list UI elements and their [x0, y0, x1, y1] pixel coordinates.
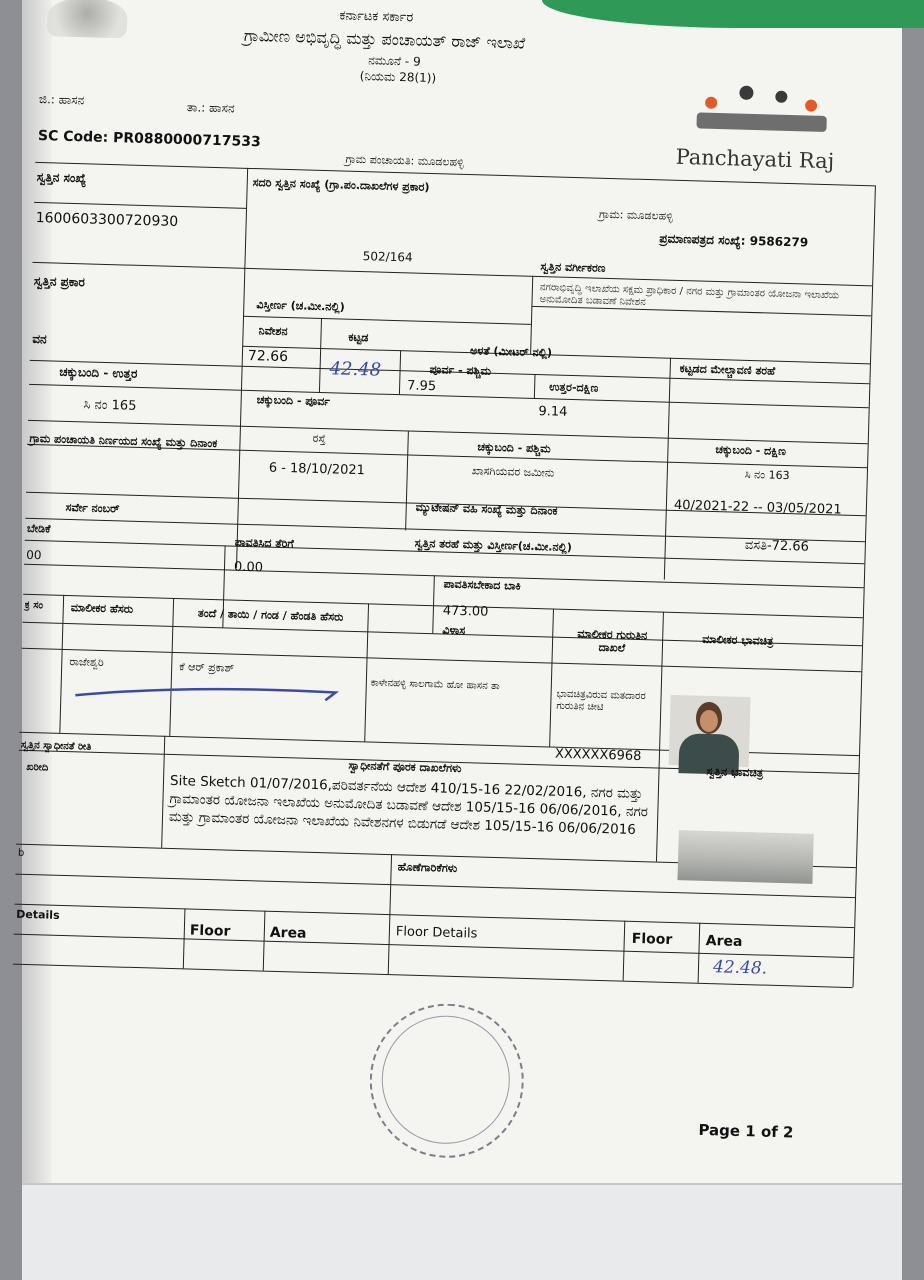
area-col-header-2: Area [705, 932, 743, 950]
north-south-value: 9.14 [538, 404, 568, 420]
taluk: ತಾ.: ಹಾಸನ [186, 100, 235, 116]
boundary-south-value: ಸಿ ನಂ 163 [744, 467, 790, 483]
site-area-value: 72.66 [247, 347, 289, 366]
building-label: ಕಟ್ಟಡ [348, 330, 369, 345]
page-number: Page 1 of 2 [698, 1120, 794, 1142]
tax-paid-label: ಪಾವತಿಸಿದ ತೆರಿಗೆ [234, 535, 294, 551]
property-photo-label: ಸ್ವತ್ತಿನ ಭಾವಚಿತ್ರ [706, 764, 764, 780]
dimensions-label: ಅಳತೆ (ಮೀಟರ್ ನಲ್ಲಿ) [469, 344, 553, 360]
boundary-east-value: ರಸ್ತೆ [312, 431, 326, 446]
floor-details-header: Floor Details [395, 924, 478, 942]
boundary-north-label: ಚಕ್ಕುಬಂದಿ - ಉತ್ತರ [59, 364, 138, 381]
property-id-value: 1600603300720930 [35, 209, 179, 230]
owner-address: ಕಾಳೇನಹಳ್ಳಿ ಸಾಲಗಾಮೆ ಹೋ ಹಾಸನ ತಾ [370, 677, 500, 693]
resolution-value: 6 - 18/10/2021 [268, 460, 366, 479]
possession-mode-label: ಸ್ವತ್ತಿನ ಸ್ವಾಧೀನತೆ ರೀತಿ [20, 739, 92, 753]
owner-name: ರಾಜೇಶ್ವರಿ [69, 655, 104, 670]
boundary-south-label: ಚಕ್ಕುಬಂದಿ - ದಕ್ಷಿಣ [715, 443, 787, 459]
north-south-label: ಉತ್ತರ-ದಕ್ಷಿಣ [548, 380, 599, 395]
floor-col-header: Floor [189, 922, 231, 940]
type-area-label: ಸ್ವತ್ತಿನ ತರಹೆ ಮತ್ತು ವಿಸ್ತೀರ್ಣ(ಚ.ಮೀ.ನಲ್ಲಿ) [414, 536, 573, 555]
boundary-north-value: ಸಿ ನಂ 165 [83, 397, 137, 414]
owner-id-document: ಭಾವಚಿತ್ರವಿರುವ ಮತದಾರರ ಗುರುತಿನ ಚೀಟಿ [556, 688, 646, 714]
supporting-docs-label: ಸ್ವಾಧೀನತೆಗೆ ಪೂರಕ ದಾಖಲೆಗಳು [348, 758, 462, 776]
property-site-photo [677, 830, 813, 884]
department-title: ಗ್ರಾಮೀಣ ಅಭಿವೃದ್ಧಿ ಮತ್ತು ಪಂಚಾಯತ್ ರಾಜ್ ಇಲಾಖೆ [243, 25, 526, 53]
area-handwritten: 42.48. [712, 957, 768, 979]
boundary-west-label: ಚಕ್ಕುಬಂದಿ - ಪಶ್ಚಿಮ [477, 440, 551, 456]
old-property-number: 502/164 [362, 249, 413, 265]
state-title: ಕರ್ನಾಟಕ ಸರ್ಕಾರ [339, 8, 414, 26]
tax-demand-value: 00 [26, 547, 42, 563]
classification-value: ನಗರಾಭಿವೃದ್ಧಿ ಇಲಾಖೆಯ ಸಕ್ಷಮ ಪ್ರಾಧಿಕಾರ / ನಗರ ಮತ್ತು ಗ್ರಾಮಾಂತರ ಯೋಜನಾ ಇಲಾಖೆಯ ಅನುಮೋದಿತ ಬಡಾವಣೆ ನಿವೇಶನ [539, 282, 840, 309]
ink-underline [70, 673, 341, 711]
form-number: ನಮೂನೆ - 9 [368, 53, 421, 69]
form-9-certificate [6, 0, 899, 1216]
panchayati-raj-text: Panchayati Raj [675, 144, 835, 174]
certificate-number: ಪ್ರಮಾಣಪತ್ರದ ಸಂಖ್ಯೆ: 9586279 [659, 231, 809, 250]
survey-number-label: ಸರ್ವೇ ನಂಬರ್ [65, 500, 120, 516]
owner-col-name: ಮಾಲೀಕರ ಹೆಸರು [70, 601, 134, 616]
boundary-west-value: ಖಾಸಗಿಯವರ ಜಮೀನು [471, 464, 555, 480]
old-property-number-label: ಸದರಿ ಸ್ವತ್ತಿನ ಸಂಖ್ಯೆ (ಗ್ರಾ.ಪಂ.ದಾಖಲೆಗಳ ಪ್ರಕಾರ) [252, 176, 430, 194]
tax-balance-value: 473.00 [442, 603, 489, 620]
area-col-header: Area [269, 924, 307, 942]
mutation-label: ಮ್ಯುಟೇಷನ್ ವಹಿ ಸಂಖ್ಯೆ ಮತ್ತು ದಿನಾಂಕ [415, 500, 558, 518]
row-label: ವನ [32, 331, 47, 347]
floor-details-label: Details [16, 907, 60, 922]
floor-col-header-2: Floor [631, 930, 673, 949]
site-label: ನಿವೇಶನ [258, 324, 288, 339]
resolution-label: ಗ್ರಾಮ ಪಂಚಾಯತಿ ನಿರ್ಣಯದ ಸಂಖ್ಯೆ ಮತ್ತು ದಿನಾಂಕ [29, 431, 218, 451]
building-area-handwritten: 42.48 [329, 358, 382, 381]
panchayati-raj-logo-icon [686, 80, 838, 144]
tax-balance-label: ಪಾವತಿಸಬೇಕಾದ ಬಾಕಿ [443, 577, 521, 593]
rule-number: (ನಿಯಮ 28(1)) [359, 68, 437, 86]
owner-col-photo: ಮಾಲೀಕರ ಭಾವಚಿತ್ರ [702, 632, 774, 648]
owner-col-relation: ತಂದೆ / ತಾಯಿ / ಗಂಡ / ಹೆಂಡತಿ ಹೆಸರು [197, 606, 344, 624]
karnataka-emblem-icon [47, 0, 128, 38]
owner-col-sl: ಕ್ರ ಸಂ [24, 599, 44, 612]
owner-id-number: XXXXXX6968 [554, 746, 642, 765]
possession-mode-value: ಖರೀದಿ [26, 761, 49, 774]
tax-paid-value: 0.00 [233, 559, 264, 576]
tax-demand-label: ಬೇಡಿಕೆ [26, 521, 51, 536]
classification-label: ಸ್ವತ್ತಿನ ವರ್ಗೀಕರಣ [540, 260, 606, 275]
village: ಗ್ರಾಮ: ಮೂಡಲಹಳ್ಳಿ [598, 207, 674, 223]
owner-photo [669, 695, 751, 767]
gram-panchayat: ಗ್ರಾಮ ಪಂಚಾಯತಿ: ಮೂಡಲಹಳ್ಳಿ [345, 152, 464, 169]
mutation-value: 40/2021-22 -- 03/05/2021 [673, 497, 842, 518]
owner-relation: ಕೆ ಆರ್ ಪ್ರಕಾಶ್ [179, 660, 235, 675]
area-label: ವಿಸ್ತೀರ್ಣ (ಚ.ಮೀ.ನಲ್ಲಿ) [256, 298, 345, 314]
document-page [16, 0, 902, 1280]
boundary-east-label: ಚಕ್ಕುಬಂದಿ - ಪೂರ್ವ [256, 393, 331, 409]
owner-col-address: ವಿಳಾಸ [442, 623, 466, 638]
supporting-docs-text: Site Sketch 01/07/2016,ಪರಿವರ್ತನೆಯ ಆದೇಶ 410/15-16 22/02/2016, ನಗರ ಮತ್ತು ಗ್ರಾಮಾಂತರ ಯೋಜನಾ ಇಲಾಖೆಯ ಅನುಮೋದಿತ ಬಡಾವಣೆ ಆದೇಶ 105/15-16 06/06/2016, ನಗರ ಮತ್ತು ಗ್ರಾಮಾಂತರ ಯೋಜನಾ ಇಲಾಖೆಯ ನಿವೇಶನಗಳ ಬಿಡುಗಡೆ ಆದೇಶ 105/15-16 06/06/2016 [168, 772, 649, 839]
owner-col-id: ಮಾಲೀಕರ ಗುರುತಿನ ದಾಖಲೆ [577, 627, 648, 655]
type-area-value: ವಸತಿ-72.66 [744, 537, 810, 555]
property-id-label: ಸ್ವತ್ತಿನ ಸಂಖ್ಯೆ [36, 169, 87, 186]
page-curl [22, 1183, 902, 1280]
east-west-label: ಪೂರ್ವ - ಪಶ್ಚಿಮ [429, 363, 492, 378]
lgd-code: SC Code: PR0880000717533 [37, 128, 261, 151]
property-type-label: ಸ್ವತ್ತಿನ ಪ್ರಕಾರ [33, 273, 86, 290]
district: ಜಿ.: ಹಾಸನ [38, 92, 85, 108]
roof-type-label: ಕಟ್ಟಡದ ಮೇಲ್ಚಾವಣಿ ತರಹೆ [679, 362, 776, 378]
liabilities-label: ಹೊಣೆಗಾರಿಕೆಗಳು [397, 860, 458, 875]
liabilities-row-label: b [17, 847, 25, 859]
east-west-value: 7.95 [406, 378, 437, 395]
